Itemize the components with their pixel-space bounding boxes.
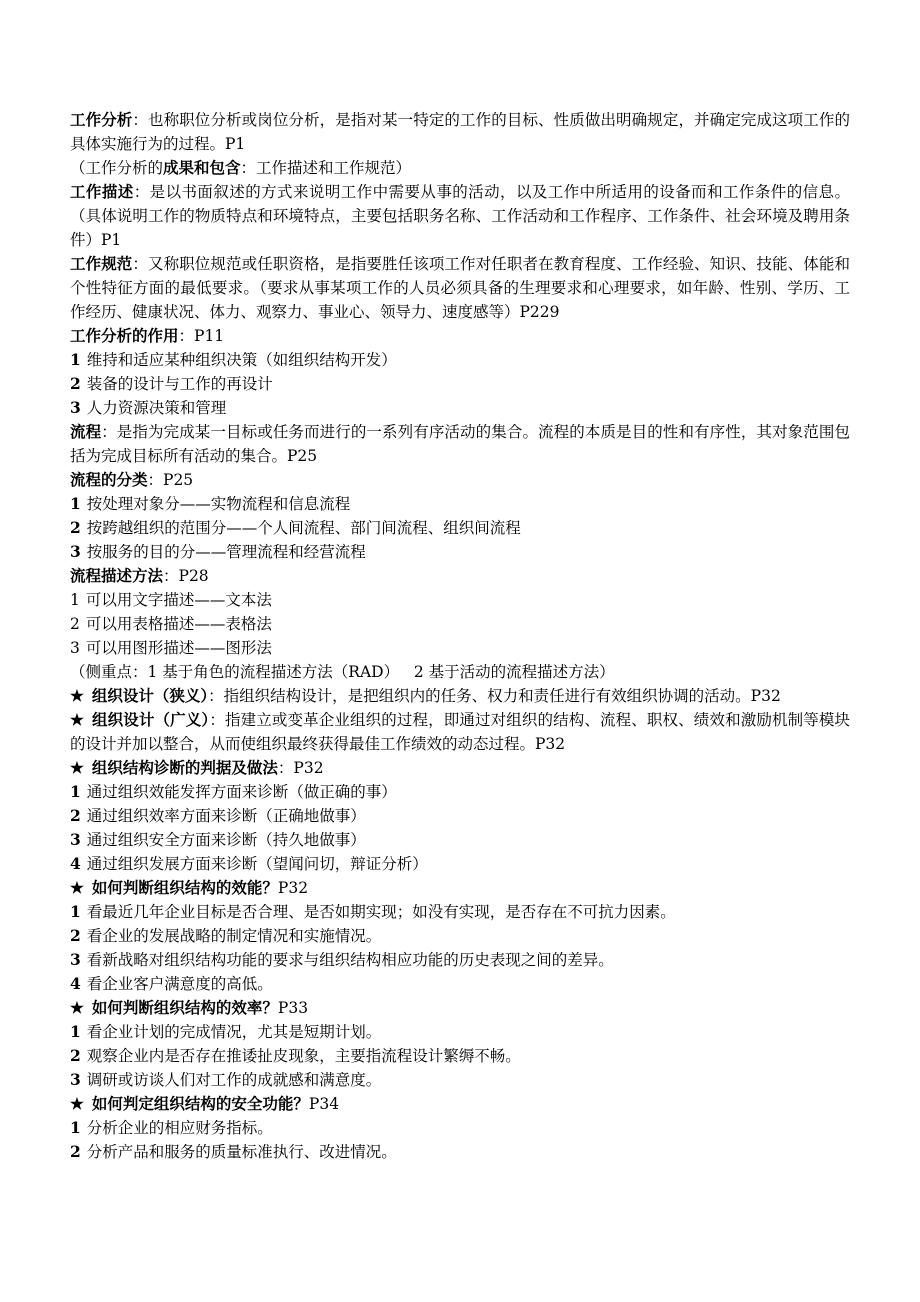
heading-text: 组织结构诊断的判据及做法 (91, 758, 278, 777)
heading-text: 工作分析的作用 (70, 326, 179, 345)
term: 工作描述 (70, 182, 134, 201)
list-item (70, 636, 850, 660)
item-text: 分析产品和服务的质量标准执行、改进情况。 (86, 1143, 397, 1161)
list-item (70, 924, 850, 948)
page-ref: ：P25 (147, 471, 194, 489)
heading-text: 如何判断组织结构的效率？ (91, 998, 278, 1017)
section-heading (70, 324, 850, 348)
definition-org-design-broad (70, 708, 850, 756)
definition-text: ：是指为完成某一目标或任务而进行的一系列有序活动的集合。流程的本质是目的性和有序性，其对象范围包括为完成目标所有活动的集合。P25 (70, 423, 850, 465)
list-item (70, 1140, 850, 1164)
item-text: 调研或访谈人们对工作的成就感和满意度。 (86, 1071, 382, 1089)
item-number: 4 (70, 974, 81, 993)
heading-text: 流程描述方法 (70, 566, 164, 585)
item-number: 3 (70, 542, 81, 561)
definition-text: ：指建立或变革企业组织的过程，即通过对组织的结构、流程、职权、绩效和激励机制等模块的设计并加以整合，从而使组织最终获得最佳工作绩效的动态过程。P32 (70, 711, 850, 753)
term: 工作规范 (70, 254, 133, 273)
item-text: 通过组织效率方面来诊断（正确地做事） (86, 807, 366, 825)
star-icon: ★ (70, 758, 84, 777)
definition-org-design-narrow (70, 684, 850, 708)
heading-text: 如何判定组织结构的安全功能？ (91, 1094, 309, 1113)
note-text: （侧重点：1 基于角色的流程描述方法（RAD） 2 基于活动的流程描述方法） (70, 663, 615, 681)
list-item (70, 1068, 850, 1092)
item-text: 按跨越组织的范围分——个人间流程、部门间流程、组织间流程 (86, 519, 521, 537)
list-item (70, 1044, 850, 1068)
item-text: 分析企业的相应财务指标。 (86, 1119, 273, 1137)
term: 组织设计（狭义） (91, 686, 209, 705)
focus-note (70, 660, 850, 684)
job-analysis-note (70, 156, 850, 180)
item-text: 通过组织发展方面来诊断（望闻问切，辩证分析） (86, 855, 428, 873)
page-ref: ：P32 (277, 759, 324, 777)
section-heading (70, 1092, 850, 1116)
item-text: 按服务的目的分——管理流程和经营流程 (86, 543, 366, 561)
term: 组织设计（广义） (92, 710, 210, 729)
section-heading (70, 996, 850, 1020)
item-number: 1 (70, 494, 81, 513)
term: 工作分析 (70, 110, 133, 129)
item-number: 3 (70, 639, 80, 657)
item-number: 3 (70, 1070, 81, 1089)
section-heading (70, 756, 850, 780)
list-item (70, 852, 850, 876)
list-item (70, 972, 850, 996)
definition-job-analysis (70, 108, 850, 156)
heading-text: 如何判断组织结构的效能？ (91, 878, 278, 897)
item-number: 2 (70, 806, 81, 825)
definition-process (70, 420, 850, 468)
list-item (70, 396, 850, 420)
item-text: 通过组织效能发挥方面来诊断（做正确的事） (86, 783, 397, 801)
document-body (70, 108, 850, 1164)
page-ref: ：P28 (163, 567, 209, 585)
definition-text: ：指组织结构设计，是把组织内的任务、权力和责任进行有效组织协调的活动。P32 (208, 687, 781, 705)
page-ref: P34 (308, 1095, 340, 1113)
definition-job-specification (70, 252, 850, 324)
list-item (70, 900, 850, 924)
item-number: 2 (70, 1142, 81, 1161)
item-text: 可以用图形描述——图形法 (85, 639, 272, 657)
star-icon: ★ (70, 998, 84, 1017)
definition-text: ：是以书面叙述的方式来说明工作中需要从事的活动，以及工作中所适用的设备而和工作条件的信息。（具体说明工作的物质特点和环境特点，主要包括职务名称、工作活动和工作程序、工作条件、社会环境及聘用条件）P1 (70, 183, 850, 249)
item-text: 看新战略对组织结构功能的要求与组织结构相应功能的历史表现之间的差异。 (86, 951, 614, 969)
definition-text: ：又称职位规范或任职资格，是指要胜任该项工作对任职者在教育程度、工作经验、知识、技能、体能和个性特征方面的最低要求。（要求从事某项工作的人员必须具备的生理要求和心理要求，如年龄、性别、学历、工作经历、健康状况、体力、观察力、事业心、领导力、速度感等）P229 (70, 255, 850, 321)
item-number: 2 (70, 374, 81, 393)
star-icon: ★ (70, 686, 84, 705)
item-text: 观察企业内是否存在推诿扯皮现象，主要指流程设计繁缛不畅。 (86, 1047, 521, 1065)
term: 流程 (70, 422, 102, 441)
list-item (70, 1116, 850, 1140)
item-number: 3 (70, 950, 81, 969)
star-icon: ★ (70, 878, 84, 897)
star-icon: ★ (70, 1094, 84, 1113)
item-number: 2 (70, 615, 80, 633)
item-text: 按处理对象分——实物流程和信息流程 (86, 495, 351, 513)
list-item (70, 828, 850, 852)
section-heading (70, 468, 850, 492)
item-number: 1 (70, 1118, 81, 1137)
heading-text: 流程的分类 (70, 470, 148, 489)
list-item (70, 372, 850, 396)
page-ref: ：P11 (178, 327, 225, 345)
list-item (70, 492, 850, 516)
list-item (70, 348, 850, 372)
list-item (70, 1020, 850, 1044)
item-number: 2 (70, 1046, 81, 1065)
list-item (70, 780, 850, 804)
list-item (70, 804, 850, 828)
definition-job-description (70, 180, 850, 252)
page-ref: P32 (277, 879, 309, 897)
note-emphasis: 成果和包含 (163, 158, 241, 177)
note-text: ：工作描述和工作规范） (240, 159, 412, 177)
item-text: 装备的设计与工作的再设计 (86, 375, 273, 393)
list-item (70, 588, 850, 612)
item-number: 2 (70, 926, 81, 945)
item-text: 看企业客户满意度的高低。 (86, 975, 273, 993)
item-text: 看最近几年企业目标是否合理、是否如期实现；如没有实现，是否存在不可抗力因素。 (86, 903, 676, 921)
item-text: 可以用表格描述——表格法 (85, 615, 272, 633)
section-heading (70, 876, 850, 900)
item-number: 2 (70, 518, 81, 537)
definition-text: ：也称职位分析或岗位分析，是指对某一特定的工作的目标、性质做出明确规定，并确定完成这项工作的具体实施行为的过程。P1 (70, 111, 850, 153)
item-text: 维持和适应某种组织决策（如组织结构开发） (86, 351, 397, 369)
list-item (70, 540, 850, 564)
item-number: 3 (70, 398, 81, 417)
item-number: 1 (70, 902, 81, 921)
item-text: 通过组织安全方面来诊断（持久地做事） (86, 831, 366, 849)
item-number: 1 (70, 782, 81, 801)
item-text: 可以用文字描述——文本法 (85, 591, 272, 609)
item-text: 看企业的发展战略的制定情况和实施情况。 (86, 927, 382, 945)
item-text: 人力资源决策和管理 (86, 399, 227, 417)
section-heading (70, 564, 850, 588)
list-item (70, 948, 850, 972)
item-number: 1 (70, 350, 81, 369)
note-text: （工作分析的 (70, 159, 164, 177)
star-icon: ★ (70, 710, 85, 729)
item-number: 3 (70, 830, 81, 849)
item-number: 1 (70, 1022, 81, 1041)
page-ref: P33 (277, 999, 309, 1017)
list-item (70, 612, 850, 636)
list-item (70, 516, 850, 540)
item-number: 4 (70, 854, 81, 873)
item-text: 看企业计划的完成情况，尤其是短期计划。 (86, 1023, 382, 1041)
item-number: 1 (70, 591, 80, 609)
